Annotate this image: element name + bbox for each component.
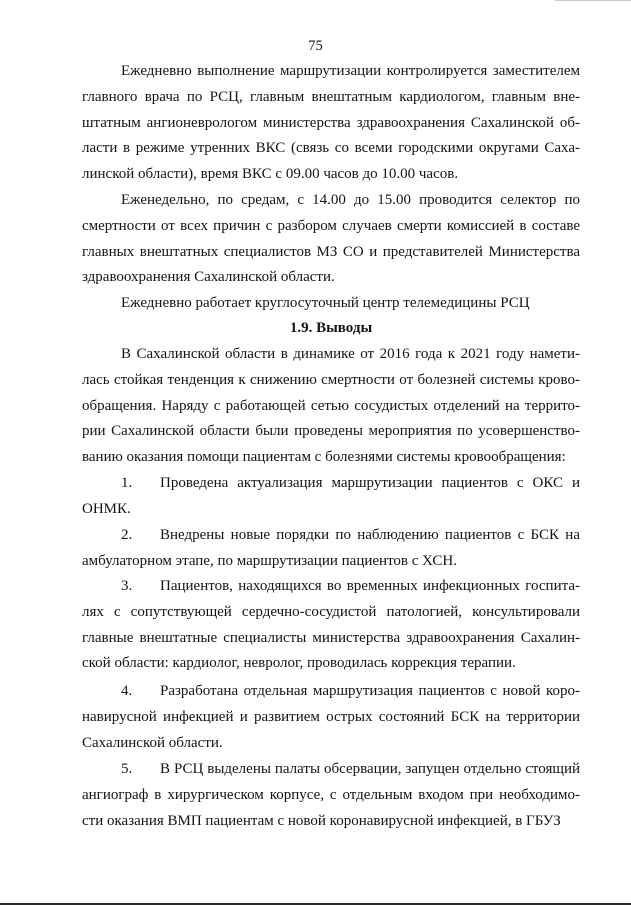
text-line: штатным ангионеврологом министерства здравоохранения Сахалинской об-: [82, 114, 580, 131]
list-item-text: В РСЦ выделены палаты обсервации, запущен отдельно стоящий: [160, 761, 580, 777]
text-line: главные внештатные специалисты министерства здравоохранения Сахалин-: [82, 629, 580, 646]
text-line: Ежедневно работает круглосуточный центр телемедицины РСЦ: [121, 295, 530, 311]
text-line: обращения. Наряду с работающей сетью сосудистых отделений на террито-: [82, 397, 580, 414]
scan-edge-line: [555, 0, 631, 1]
text-line: ангиограф в хирургическом корпусе, с отдельным входом при необходимо-: [82, 786, 580, 803]
text-line: здравоохранения Сахалинской области.: [82, 269, 335, 286]
text-line: главных внештатных специалистов МЗ СО и представителей Министерства: [82, 243, 580, 260]
text-line: ской области: кардиолог, невролог, проводилась коррекция терапии.: [82, 655, 516, 672]
list-item-first-line: [82, 574, 580, 600]
list-item-first-line: [82, 679, 580, 705]
paragraph-weekly-selector: [82, 188, 580, 291]
list-item-1: [82, 471, 580, 523]
text-line: ванию оказания помощи пациентам с болезнями системы кровообращения:: [82, 449, 566, 466]
text-line: рии Сахалинской области были проведены мероприятия по усовершенство-: [82, 423, 580, 440]
list-item-first-line: [82, 471, 580, 497]
text-line: навирусной инфекцией и развитием острых состояний БСК на территории: [82, 708, 580, 725]
text-line: линской области), время ВКС с 09.00 часов до 10.00 часов.: [82, 166, 459, 183]
text-line: Сахалинской области.: [82, 734, 223, 751]
text-line: главного врача по РСЦ, главным внештатным кардиологом, главным вне-: [82, 88, 580, 105]
paragraph-telemedicine: [82, 291, 580, 317]
text-line: лях с сопутствующей сердечно-сосудистой патологией, консультировали: [82, 603, 580, 620]
list-item-number: 3.: [121, 578, 133, 594]
list-item-5: [82, 757, 580, 834]
text-line: В Сахалинской области в динамике от 2016 года к 2021 году намети-: [121, 346, 580, 362]
list-item-2: [82, 523, 580, 575]
text-line: смертности от всех причин с разбором случаев смерти комиссией в составе: [82, 217, 580, 234]
list-item-text: Внедрены новые порядки по наблюдению пациентов с БСК на: [160, 527, 580, 543]
list-item-number: 2.: [121, 527, 133, 543]
list-item-number: 4.: [121, 683, 133, 699]
text-line: амбулаторном этапе, по маршрутизации пациентов с ХСН.: [82, 552, 458, 569]
list-item-first-line: [82, 757, 580, 783]
list-item-number: 1.: [121, 475, 133, 491]
paragraph-daily-routing: [82, 59, 580, 188]
text-line: лась стойкая тенденция к снижению смертности от болезней системы крово-: [82, 371, 580, 388]
text-line: ласти в режиме утренних ВКС (связь со всеми городскими округами Саха-: [82, 140, 580, 157]
paragraph-conclusions-intro: [82, 342, 580, 471]
text-line: ОНМК.: [82, 500, 131, 517]
text-line: Еженедельно, по средам, с 14.00 до 15.00 проводится селектор по: [121, 192, 580, 208]
list-item-text: Пациентов, находящихся во временных инфекционных госпита-: [160, 578, 580, 594]
page-number: 75: [308, 38, 323, 54]
list-item-first-line: [82, 523, 580, 549]
list-item-number: 5.: [121, 761, 133, 777]
section-heading: 1.9. Выводы: [289, 320, 373, 336]
list-item-text: Разработана отдельная маршрутизация пациентов с новой коро-: [160, 683, 580, 699]
list-item-text: Проведена актуализация маршрутизации пациентов с ОКС и: [160, 475, 580, 491]
list-item-4: [82, 679, 580, 756]
list-item-3: [82, 574, 580, 677]
text-line: Ежедневно выполнение маршрутизации контролируется заместителем: [121, 63, 580, 79]
text-line: сти оказания ВМП пациентам с новой коронавирусной инфекцией, в ГБУЗ: [82, 812, 561, 829]
